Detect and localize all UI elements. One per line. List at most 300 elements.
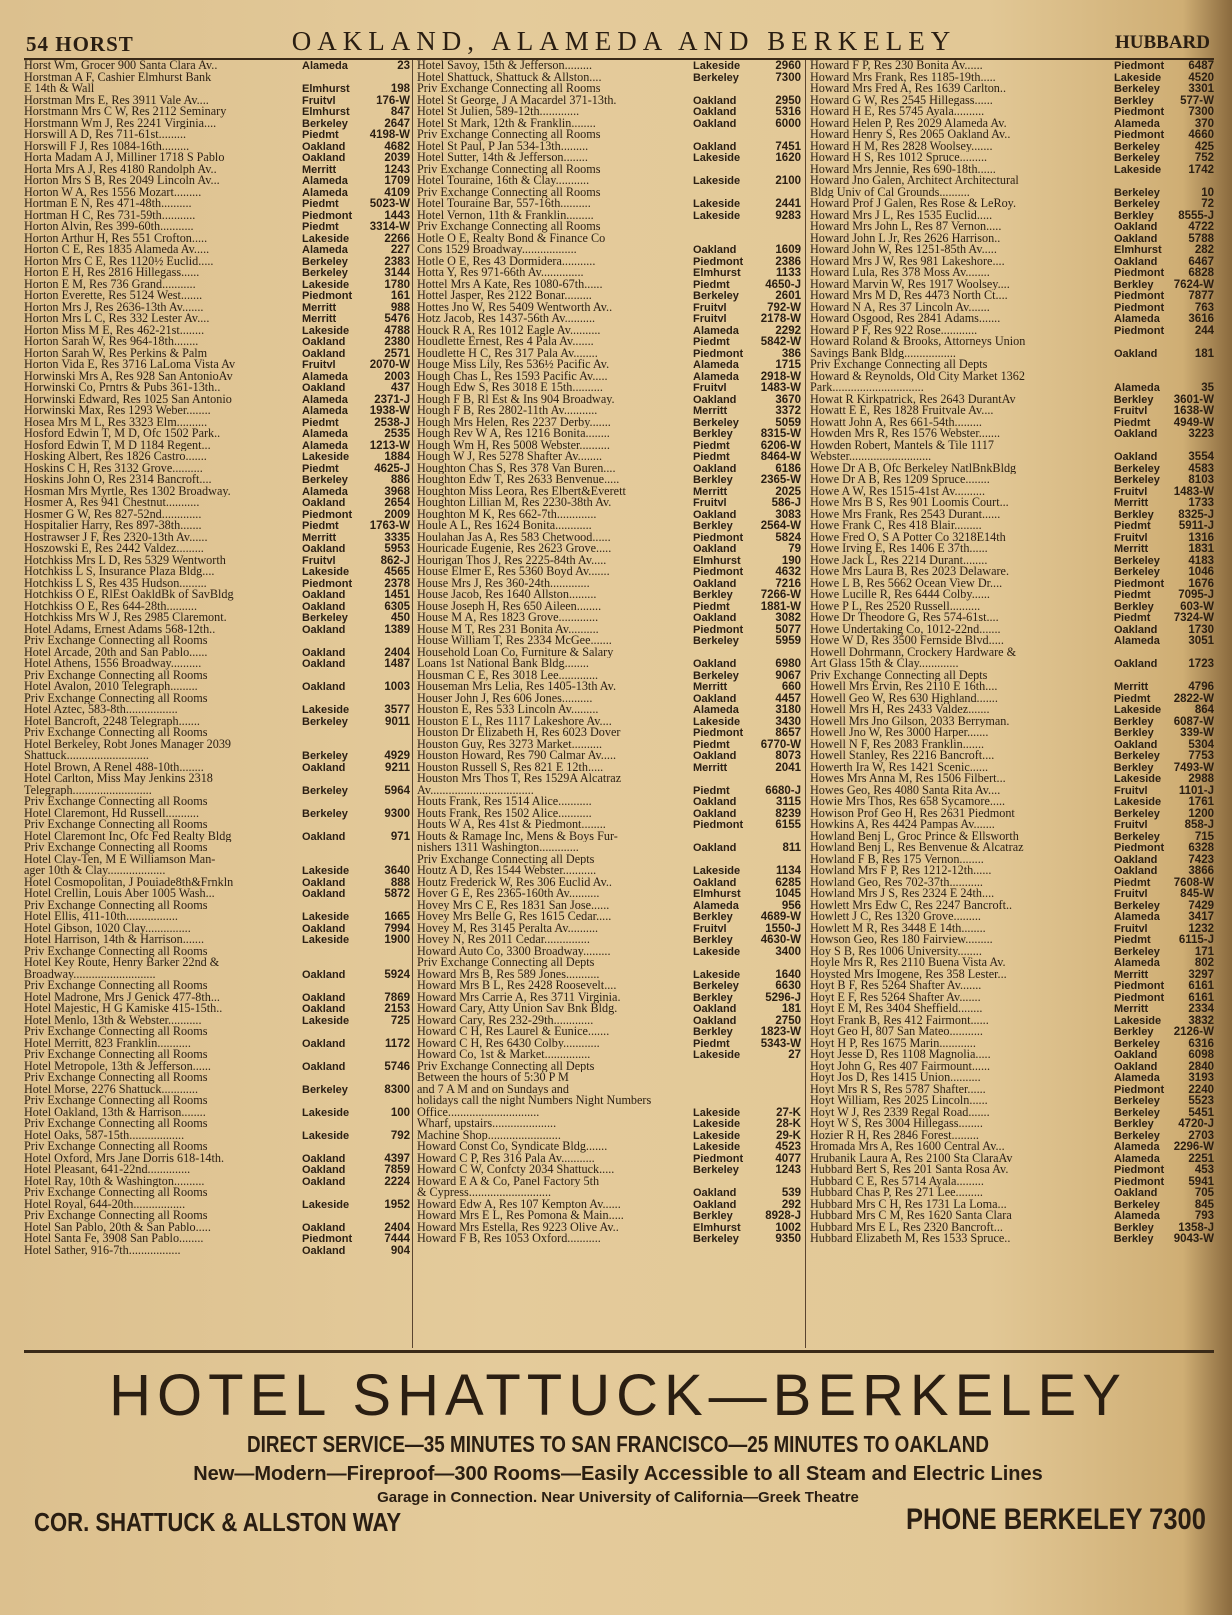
listing-exchange: Lakeside: [302, 911, 350, 923]
listing-row: [24, 290, 410, 302]
listing-number: 3083: [775, 508, 801, 521]
listing-exchange: Alameda: [302, 244, 348, 256]
listing-exchange: Berkley: [1114, 1118, 1154, 1130]
listing-row: [417, 141, 801, 153]
listing-exchange: Piedmt: [1114, 589, 1151, 601]
listing-name: Hotel Claremont Inc, Ofc Fed Realty Bldg: [24, 830, 232, 842]
listing-row: [24, 405, 410, 417]
listing-name: House Jacob, Res 1640 Allston.........: [417, 589, 597, 601]
listing-exchange: Alameda: [693, 370, 739, 383]
listing-exchange: Berkeley: [693, 290, 739, 302]
listing-row: [417, 589, 801, 601]
listing-row: [810, 486, 1214, 498]
listing-exchange: Oakland: [1114, 255, 1158, 268]
listing-exchange: Piedmont: [693, 1152, 744, 1165]
listing-number: 858-J: [1184, 819, 1214, 831]
listing-exchange: Lakeside: [693, 968, 741, 981]
listing-number: 4520: [1188, 71, 1214, 84]
listing-number: 4183: [1188, 554, 1214, 567]
listing-row: [417, 83, 801, 95]
listing-exchange: Lakeside: [302, 865, 350, 877]
listing-number: 7444: [384, 1233, 410, 1245]
listing-row: [810, 279, 1214, 291]
listing-exchange: Elmhurst: [1114, 244, 1162, 256]
listing-row: [417, 221, 801, 233]
listing-row: [810, 256, 1214, 268]
listing-number: 450: [390, 612, 410, 624]
listing-name: Howard Mrs Carrie A, Res 3711 Virginia.: [417, 991, 621, 1003]
ad-phone: PHONE BERKELEY 7300: [906, 1503, 1206, 1536]
listing-row: [24, 371, 410, 383]
listing-name: Howard Mrs B, Res 589 Jones...........: [417, 968, 600, 980]
listing-exchange: Piedmt: [1114, 520, 1151, 532]
listing-exchange: Oakland: [302, 888, 346, 900]
listing-row: [417, 1176, 801, 1188]
listing-row: [810, 164, 1214, 176]
listing-number: 6630: [775, 980, 801, 992]
listing-row: [810, 1095, 1214, 1107]
listing-number: 6115-J: [1178, 934, 1214, 946]
listing-number: 370: [1194, 117, 1214, 130]
listing-number: 3297: [1188, 968, 1214, 981]
listing-number: 586-J: [771, 497, 801, 509]
listing-name: Hosford Edwin T, M D, Ofc 1502 Park..: [24, 428, 221, 440]
listing-name: Hubbard C E, Res 5714 Ayala.........: [810, 1175, 984, 1187]
listing-row: [810, 313, 1214, 325]
listing-name: Horta Mrs A J, Res 4180 Randolph Av..: [24, 163, 217, 175]
ad-headline: HOTEL SHATTUCK—BERKELEY: [109, 1363, 1127, 1428]
listing-number: 8103: [1188, 474, 1214, 486]
listing-row: [24, 946, 410, 958]
right-guide-word: HUBBARD: [1114, 32, 1210, 53]
listing-exchange: Oakland: [693, 140, 737, 153]
listing-exchange: Lakeside: [1114, 163, 1162, 176]
listing-name: Hough Rev W A, Res 1216 Bonita........: [417, 428, 610, 440]
listing-row: [810, 716, 1214, 728]
listing-name: Hotel Berkeley, Robt Jones Manager 2039: [24, 738, 232, 750]
listing-name: Priv Exchange Connecting all Rooms: [24, 1026, 208, 1038]
listing-number: 763: [1194, 301, 1214, 314]
listing-exchange: Oakland: [302, 543, 346, 555]
listing-exchange: Piedmt: [302, 520, 339, 532]
listing-number: 386: [781, 347, 801, 360]
listing-name: Howell Mrs H, Res 2433 Valdez.......: [810, 704, 990, 716]
listing-exchange: Piedmont: [1114, 1083, 1165, 1096]
listing-exchange: Piedmt: [693, 278, 730, 291]
listing-name: Hoyt John G, Res 407 Fairmount......: [810, 1060, 991, 1072]
listing-row: [417, 520, 801, 532]
listing-row: [417, 302, 801, 314]
listing-name: Houts Frank, Res 1502 Alice...........: [417, 807, 592, 819]
listing-exchange: Elmhurst: [693, 888, 741, 900]
listing-exchange: Oakland: [302, 922, 346, 935]
listing-name: Howard F B, Res 1053 Oxford...........: [417, 1233, 601, 1245]
listing-name: Priv Exchange Connecting all Depts: [417, 1060, 595, 1072]
listing-number: 2041: [775, 761, 801, 774]
listing-name: Houtz A D, Res 1544 Webster...........: [417, 865, 597, 877]
listing-row: [417, 1164, 801, 1176]
listing-row: [24, 739, 410, 751]
listing-name: Horton Mrs L C, Res 332 Lester Av....: [24, 313, 210, 325]
listing-exchange: Lakeside: [1114, 796, 1162, 808]
listing-number: 2025: [775, 485, 801, 498]
listing-exchange: Piedmont: [302, 1233, 353, 1245]
listing-name: Horton Sarah W, Res 964-18th........: [24, 336, 199, 348]
listing-row: [810, 992, 1214, 1004]
listing-number: 811: [782, 842, 801, 854]
listing-exchange: Piedmt: [693, 1037, 730, 1050]
listing-name: Hotel Claremont, Hd Russell...........: [24, 807, 200, 819]
listing-name: Howe Mrs Laura B, Res 2023 Delaware.: [810, 566, 1010, 578]
listing-row: [417, 1118, 801, 1130]
listing-exchange: Oakland: [693, 106, 737, 118]
listing-row: [24, 658, 410, 670]
listing-row: [417, 371, 801, 383]
listing-number: 5059: [775, 416, 801, 429]
listing-exchange: Lakeside: [302, 232, 350, 245]
listing-number: 5343-W: [760, 1037, 801, 1050]
listing-exchange: Lakeside: [302, 704, 350, 716]
listing-row: [417, 647, 801, 659]
listing-exchange: Alameda: [1114, 957, 1160, 969]
listing-name: Priv Exchange Connecting all Depts: [417, 957, 595, 969]
listing-exchange: Lakeside: [693, 865, 741, 877]
listing-exchange: Oakland: [302, 646, 346, 659]
listing-name: Priv Exchange Connecting all Rooms: [417, 129, 601, 141]
listing-name: Hotel Harrison, 14th & Harrison.......: [24, 934, 205, 946]
listing-exchange: Oakland: [693, 94, 737, 107]
listing-row: [810, 796, 1214, 808]
listing-number: 1938-W: [369, 405, 410, 417]
listing-name: Houle A L, Res 1624 Bonita............: [417, 520, 592, 532]
listing-row: [24, 118, 410, 130]
listing-name: Bldg Univ of Cal Grounds..........: [810, 186, 970, 198]
listing-row: [417, 1187, 801, 1199]
listing-exchange: Lakeside: [302, 451, 350, 463]
listing-number: 3180: [775, 704, 801, 716]
listing-number: 7095-J: [1178, 589, 1214, 601]
listing-name: Hoyt William, Res 2025 Lincoln......: [810, 1095, 988, 1107]
listing-exchange: Piedmt: [1113, 416, 1151, 429]
listing-exchange: Lakeside: [1114, 1014, 1162, 1027]
listing-number: 3832: [1188, 1014, 1214, 1027]
listing-name: Horswill A D, Res 711-61st.........: [24, 129, 187, 141]
listing-number: 5788: [1188, 232, 1214, 245]
listing-exchange: Berkley: [693, 520, 733, 532]
listing-name: Broadway...........................: [24, 968, 156, 980]
listing-name: Hottel Jasper, Res 2122 Bonar.........: [417, 290, 592, 302]
listing-row: [810, 865, 1214, 877]
listing-number: 864: [1194, 704, 1214, 716]
listing-exchange: Berkeley: [1114, 186, 1160, 199]
listing-exchange: Elmhurst: [693, 1221, 741, 1234]
listing-name: Office..............................: [417, 1106, 540, 1118]
listing-row: [24, 992, 410, 1004]
listing-exchange: Alameda: [1114, 1072, 1160, 1084]
listing-row: [417, 210, 801, 222]
listing-name: Hough Chas L, Res 1593 Pacific Av.....: [417, 370, 608, 382]
listing-row: [810, 888, 1214, 900]
listing-exchange: Oakland: [302, 140, 346, 153]
listing-number: 3430: [775, 715, 801, 728]
listing-name: Hottel Mrs A Kate, Res 1080-67th......: [417, 278, 603, 290]
listing-name: Hotle O E, Realty Bond & Finance Co: [417, 232, 606, 244]
listing-exchange: Oakland: [1114, 623, 1158, 636]
listing-exchange: Oakland: [302, 382, 346, 394]
listing-exchange: Oakland: [693, 750, 737, 762]
listing-row: [417, 129, 801, 141]
listing-name: Priv Exchange Connecting all Rooms: [24, 635, 208, 647]
listing-name: Park..............................: [810, 382, 924, 394]
listing-exchange: Elmhurst: [693, 267, 741, 279]
listing-row: [24, 980, 410, 992]
listing-name: Howe A W, Res 1515-41st Av..........: [810, 485, 986, 497]
listing-name: Shattuck...........................: [24, 750, 149, 762]
listing-number: 2988: [1188, 773, 1214, 785]
listing-row: [24, 1245, 410, 1257]
listing-exchange: Berkeley: [693, 980, 739, 992]
listing-exchange: Piedmt: [302, 221, 339, 233]
listing-number: 886: [390, 474, 410, 486]
listing-number: 1134: [776, 865, 801, 877]
listing-name: ager 10th & Clay...................: [24, 865, 166, 877]
listing-number: 29-K: [776, 1129, 801, 1142]
listing-row: [24, 923, 410, 935]
listing-number: 3400: [775, 945, 801, 958]
listing-exchange: Oakland: [1114, 451, 1158, 463]
listing-name: Hottes Jno W, Res 5409 Wentworth Av..: [417, 301, 613, 313]
listing-number: 1715: [775, 359, 801, 371]
listing-row: [810, 118, 1214, 130]
listing-row: [24, 785, 410, 797]
listing-row: [24, 681, 410, 693]
listing-exchange: Fruitvl: [1113, 405, 1148, 417]
listing-name: Howard John W, Res 1251-85th Av.....: [810, 244, 997, 256]
listing-row: [24, 543, 410, 555]
listing-number: 8928-J: [765, 1210, 801, 1222]
listing-row: [810, 382, 1214, 394]
listing-name: Hough F B, Rl Est & Ins 904 Broadway.: [417, 393, 615, 405]
listing-number: 3301: [1188, 83, 1214, 95]
listing-exchange: Piedmont: [302, 290, 353, 302]
listing-name: Hough W J, Res 5278 Shafter Av........: [417, 451, 603, 463]
listing-name: Houseman Mrs Lelia, Res 1405-13th Av.: [417, 681, 617, 693]
listing-row: [810, 187, 1214, 199]
listing-name: Hosman Mrs Myrtle, Res 1302 Broadway.: [24, 485, 231, 497]
listing-name: Hough Edw S, Res 3018 E 15th..........: [417, 382, 603, 394]
listing-exchange: Fruitvl: [693, 382, 727, 394]
listing-row: [24, 1199, 410, 1211]
listing-row: [417, 325, 801, 337]
listing-number: 5953: [384, 543, 410, 555]
listing-name: Howard H S, Res 1012 Spruce.........: [810, 152, 988, 164]
listing-number: 7753: [1188, 750, 1214, 762]
listing-row: [810, 175, 1214, 187]
listing-row: [810, 1176, 1214, 1188]
listing-name: Priv Exchange Connecting all Depts: [810, 669, 988, 681]
listing-exchange: Oakland: [302, 658, 346, 670]
listing-row: [24, 1176, 410, 1188]
listing-exchange: Berkeley: [1114, 152, 1160, 164]
listing-name: Horswill F J, Res 1084-16th.........: [24, 140, 190, 152]
listing-number: 845: [1194, 1198, 1214, 1211]
listing-exchange: Berkeley: [1114, 83, 1160, 95]
listing-exchange: Piedmont: [1114, 991, 1165, 1004]
listing-number: 971: [390, 830, 410, 843]
listing-exchange: Berkeley: [302, 117, 348, 130]
listing-row: [810, 210, 1214, 222]
listing-number: 1213-W: [369, 439, 410, 452]
listing-exchange: Berkeley: [1114, 462, 1160, 475]
listing-row: [417, 831, 801, 843]
listing-exchange: Lakeside: [302, 1014, 350, 1027]
listing-number: 6285: [775, 876, 801, 889]
listing-number: 1609: [775, 244, 801, 256]
listing-number: 2334: [1188, 1003, 1214, 1015]
listing-exchange: Piedmt: [693, 784, 730, 797]
listing-exchange: Berkley: [693, 991, 733, 1004]
listing-row: [810, 831, 1214, 843]
listing-number: 792: [390, 1129, 410, 1142]
listing-name: Hoyt Mrs R S, Res 5787 Shafter......: [810, 1083, 986, 1095]
listing-number: 5964: [384, 784, 410, 797]
listing-row: [810, 1199, 1214, 1211]
listing-exchange: Oakland: [302, 1164, 346, 1176]
listing-exchange: Merritt: [1114, 543, 1149, 555]
listing-exchange: Oakland: [693, 692, 737, 705]
listing-number: 10: [1201, 186, 1214, 199]
listing-row: [24, 888, 410, 900]
listing-name: Hotel Ray, 10th & Washington..........: [24, 1175, 205, 1187]
listing-name: Horstmann Mrs C W, Res 2112 Seminary: [24, 106, 227, 118]
listing-number: 904: [390, 1244, 410, 1256]
listing-row: [417, 72, 801, 84]
listing-number: 2266: [384, 232, 410, 245]
listing-row: [417, 578, 801, 590]
listing-row: [810, 359, 1214, 371]
listing-name: Howden Mrs R, Res 1576 Webster.......: [810, 428, 1001, 440]
listing-number: 5924: [384, 968, 410, 981]
listing-exchange: Berkeley: [1114, 1106, 1160, 1119]
listing-exchange: Lakeside: [302, 934, 350, 946]
listing-exchange: Fruitvl: [693, 301, 727, 314]
listing-row: [417, 336, 801, 348]
listing-exchange: Piedmont: [1114, 106, 1165, 118]
listing-exchange: Piedmont: [693, 531, 744, 544]
listing-name: Hotel San Pablo, 20th & San Pablo.....: [24, 1221, 211, 1233]
listing-row: [417, 1141, 801, 1153]
listing-exchange: Berkeley: [1114, 945, 1160, 958]
listing-number: 3866: [1188, 865, 1214, 877]
listing-exchange: Alameda: [302, 186, 348, 199]
listing-name: Howell Mrs Ervin, Res 2110 E 16th....: [810, 681, 998, 693]
listing-number: 577-W: [1180, 94, 1214, 107]
listing-name: Howard John L Jr, Res 2626 Harrison..: [810, 232, 1001, 244]
listing-name: Howard Mrs Estella, Res 9223 Olive Av..: [417, 1221, 619, 1233]
listing-exchange: Berkeley: [302, 784, 348, 797]
listing-name: Horta Madam A J, Milliner 1718 S Pablo: [24, 152, 225, 164]
listing-name: Hoyt B F, Res 5264 Shafter Av.......: [810, 980, 982, 992]
listing-exchange: Oakland: [693, 1014, 737, 1027]
listing-row: [810, 819, 1214, 831]
listing-row: [810, 1003, 1214, 1015]
listing-row: [24, 129, 410, 141]
listing-exchange: Lakeside: [693, 945, 741, 958]
listing-name: Howard Mrs Jennie, Res 690-18th......: [810, 163, 996, 175]
listing-name: Priv Exchange Connecting all Rooms: [24, 980, 208, 992]
listing-number: 6770-W: [760, 738, 801, 751]
listing-exchange: Berkeley: [1114, 1129, 1160, 1142]
listing-number: 9011: [385, 715, 410, 728]
listing-row: [24, 106, 410, 118]
listing-exchange: Alameda: [302, 485, 348, 498]
listing-row: [24, 555, 410, 567]
listing-name: Howard & Reynolds, Old City Market 1362: [810, 370, 1025, 382]
listing-name: Hoyt E M, Res 3404 Sheffield........: [810, 1003, 983, 1015]
listing-name: Savings Bank Bldg.................: [810, 347, 956, 359]
listing-row: [417, 313, 801, 325]
listing-exchange: Berkley: [693, 589, 733, 601]
listing-name: Hotel Sather, 916-7th.................: [24, 1244, 181, 1256]
listing-name: Houghton Edw T, Res 2633 Benvenue.....: [417, 474, 620, 486]
listing-number: 453: [1194, 1164, 1214, 1176]
listing-name: Hovey N, Res 2011 Cedar...............: [417, 934, 590, 946]
listing-name: Horton E H, Res 2816 Hillegass......: [24, 267, 200, 279]
listing-name: Priv Exchange Connecting all Rooms: [417, 163, 601, 175]
listing-row: [24, 1153, 410, 1165]
listing-number: 3193: [1188, 1072, 1214, 1084]
page-number-and-guide-word: 54 HORST: [26, 32, 134, 56]
listing-number: 792-W: [767, 301, 801, 314]
listing-exchange: Lakeside: [693, 715, 741, 728]
listing-name: Houts W A, Res 41st & Piedmont........: [417, 819, 606, 831]
listing-exchange: Oakland: [302, 152, 346, 164]
listing-name: Howe L B, Res 5662 Ocean View Dr....: [810, 577, 1003, 589]
listing-name: Horton Miss M E, Res 462-21st........: [24, 324, 205, 336]
listing-name: Howatt E E, Res 1828 Fruitvale Av....: [810, 405, 994, 417]
listing-row: [24, 279, 410, 291]
listing-exchange: Oakland: [302, 1003, 346, 1015]
listing-exchange: Piedmont: [1114, 980, 1165, 992]
listing-number: 4689-W: [760, 911, 801, 923]
listing-row: [417, 106, 801, 118]
listing-exchange: Oakland: [302, 968, 346, 981]
listing-row: [24, 1222, 410, 1234]
listing-row: [24, 624, 410, 636]
listing-row: [24, 417, 410, 429]
listing-row: [810, 693, 1214, 705]
listing-number: 1733: [1188, 497, 1214, 509]
listing-name: Hotel Carlton, Miss May Jenkins 2318: [24, 773, 213, 785]
listing-number: 35: [1201, 382, 1214, 394]
listing-name: Horton Mrs C E, Res 1120½ Euclid.....: [24, 255, 214, 267]
listing-name: Art Glass 15th & Clay.............: [810, 658, 959, 670]
listing-name: Howlett M R, Res 3448 E 14th........: [810, 922, 986, 934]
listing-number: 4949-W: [1173, 416, 1214, 429]
listing-name: Hotel Royal, 644-20th.................: [24, 1198, 186, 1210]
listing-number: 9067: [775, 669, 801, 682]
listing-row: [24, 877, 410, 889]
hotel-advertisement: [24, 1357, 1212, 1605]
listing-number: 9043-W: [1173, 1233, 1214, 1245]
listing-number: 7423: [1188, 853, 1214, 866]
listing-name: Priv Exchange Connecting all Rooms: [24, 692, 208, 704]
listing-exchange: Piedmont: [693, 566, 744, 578]
listing-name: Horton C E, Res 1835 Alameda Av.....: [24, 244, 210, 256]
listing-exchange: Piedmt: [1113, 876, 1151, 889]
listing-exchange: Alameda: [1114, 1210, 1160, 1222]
listing-number: 4660: [1188, 129, 1214, 141]
